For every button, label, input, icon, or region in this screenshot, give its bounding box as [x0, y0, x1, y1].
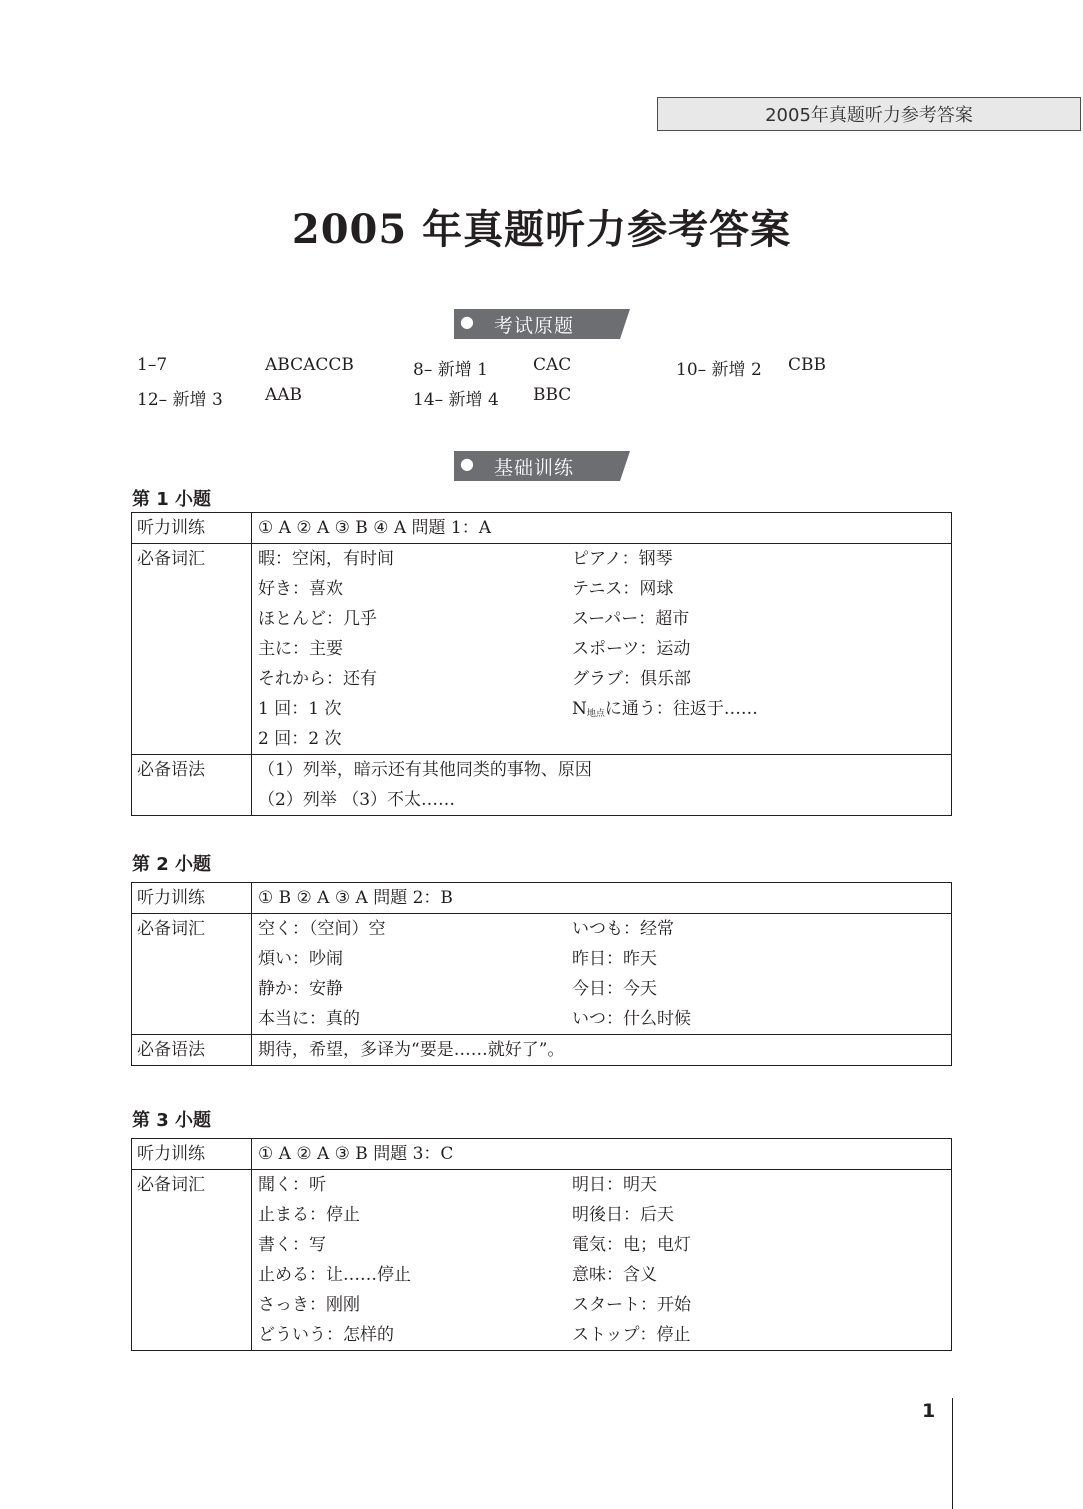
page-title: 2005 年真题听力参考答案 [291, 206, 792, 253]
answer-range: 14– 新增 4 [413, 390, 499, 410]
grammar-row [132, 755, 952, 816]
vocab-special: $N_{地点}$に通う：往返于…… [572, 699, 758, 719]
section-title: 基础训练 [494, 457, 575, 479]
listening-row [132, 513, 952, 544]
answer-value: ABCACCB [265, 355, 354, 375]
row-label: 必备语法 [132, 755, 252, 816]
listening-answers: ① A ② A ③ B ④ A 問題 1：A [252, 513, 952, 544]
vocab-line: どういう：怎样的 ストップ：停止 [258, 1325, 691, 1345]
vocab-line: 本当に：真的 いつ：什么时候 [258, 1009, 691, 1029]
row-label: 必备词汇 [132, 544, 252, 755]
vocab-line: 煩い：吵闹 昨日：昨天 [258, 949, 657, 969]
listening-answers: ① A ② A ③ B 問題 3：C [252, 1139, 952, 1170]
vocab-list [252, 544, 952, 755]
vocab-line: それから：还有 グラブ：俱乐部 [258, 669, 691, 689]
vocab-row [132, 914, 952, 1035]
question-1-table [131, 512, 952, 816]
answer-value: CBB [788, 355, 826, 375]
vocab-line: ほとんど：几乎 スーパー：超市 [258, 609, 690, 629]
vocab-line: 聞く：听 明日：明天 [258, 1175, 657, 1195]
vocab-line: 1 回：1 次 $N_{地点}$に通う：往返于…… [258, 694, 951, 724]
row-label: 必备词汇 [132, 914, 252, 1035]
section-title: 考试原题 [494, 315, 575, 337]
grammar-row [132, 1035, 952, 1066]
question-1-title: 第 1 小题 [132, 489, 212, 510]
listening-row [132, 1139, 952, 1170]
running-header: 2005年真题听力参考答案 [657, 97, 1081, 131]
listening-answers: ① B ② A ③ A 問題 2：B [252, 883, 952, 914]
question-2-table [131, 882, 952, 1066]
answer-range: 1–7 [137, 355, 168, 375]
answer-range: 8– 新增 1 [413, 360, 488, 380]
listening-row [132, 883, 952, 914]
vocab-line: 好き：喜欢 テニス：网球 [258, 579, 674, 599]
row-label: 必备语法 [132, 1035, 252, 1066]
vocab-line: 止める：让……停止 意味：含义 [258, 1265, 657, 1285]
vocab-line: 主に：主要 スポーツ：运动 [258, 639, 691, 659]
vocab-line: 2 回：2 次 [258, 729, 342, 749]
vocab-row [132, 544, 952, 755]
page-edge-rule [952, 1398, 953, 1509]
bullet-icon: ● [460, 454, 474, 473]
vocab-line: 暇：空闲，有时间 ピアノ：钢琴 [258, 549, 673, 569]
row-label: 听力训练 [132, 883, 252, 914]
vocab-list [252, 914, 952, 1035]
vocab-list [252, 1170, 952, 1351]
answer-range: 12– 新增 3 [137, 390, 223, 410]
section-banner-exam [454, 309, 630, 339]
vocab-line: さっき：刚刚 スタート：开始 [258, 1295, 691, 1315]
grammar-notes: 期待，希望，多译为“要是……就好了”。 [252, 1035, 952, 1066]
vocab-line: 静か：安静 今日：今天 [258, 979, 657, 999]
row-label: 听力训练 [132, 1139, 252, 1170]
answer-range: 10– 新增 2 [676, 360, 762, 380]
answer-value: BBC [533, 385, 572, 405]
row-label: 必备词汇 [132, 1170, 252, 1351]
answer-value: AAB [265, 385, 303, 405]
vocab-line: 止まる：停止 明後日：后天 [258, 1205, 674, 1225]
question-3-table [131, 1138, 952, 1351]
vocab-row [132, 1170, 952, 1351]
section-banner-basic [454, 451, 630, 481]
question-3-title: 第 3 小题 [132, 1110, 212, 1131]
answer-value: CAC [533, 355, 572, 375]
question-2-title: 第 2 小题 [132, 854, 212, 875]
grammar-notes: （1）列举，暗示还有其他同类的事物、原因 （2）列举 （3）不太…… [252, 755, 952, 816]
vocab-line: 空く：（空间）空 いつも：经常 [258, 919, 674, 939]
vocab-line: 書く：写 電気：电；电灯 [258, 1235, 691, 1255]
row-label: 听力训练 [132, 513, 252, 544]
page-number: 1 [922, 1400, 936, 1422]
bullet-icon: ● [460, 312, 474, 331]
